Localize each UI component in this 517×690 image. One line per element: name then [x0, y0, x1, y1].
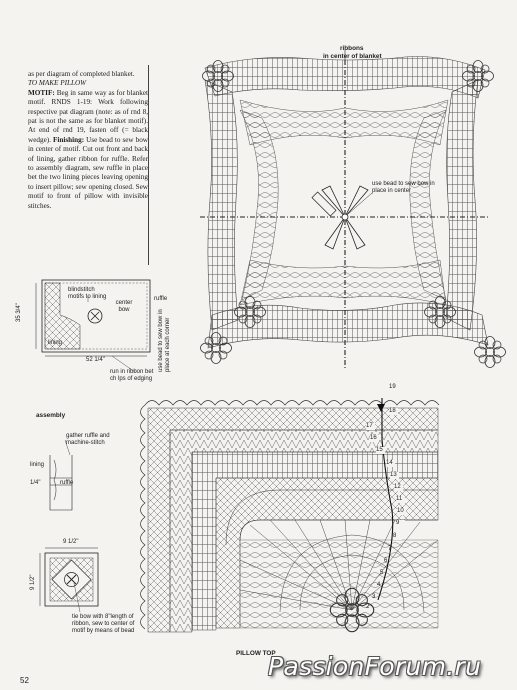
round-4: 4 — [377, 582, 381, 588]
round-5: 5 — [380, 570, 384, 576]
instructions-heading: TO MAKE PILLOW — [28, 79, 87, 88]
corner-bead-note: use bead to sew bow in place at each corner — [158, 309, 171, 372]
round-16: 16 — [370, 435, 377, 441]
page-number: 52 — [20, 676, 29, 685]
blindstitch-note: blindstitch motifs to lining — [68, 287, 107, 300]
round-2: 2 — [366, 604, 370, 610]
round-12: 12 — [394, 484, 401, 490]
lining-label: lining — [48, 340, 63, 346]
round-3: 3 — [372, 594, 376, 600]
instructions-intro: as per diagram of completed blanket. — [28, 70, 135, 78]
pillow-top-diagram — [141, 398, 440, 632]
round-7: 7 — [388, 546, 392, 552]
finishing-text: Use bead to sew bow in center of motif. Cut out front and back of lining, gather ribbon for ruffle. Refer to assembly diagram, sew ruffle in place bet the two lining pieces leaving opening to insert pillow; sew opening closed. Sew motif to front of pillow with invisible stitches. — [28, 135, 148, 210]
center-bow-label: center bow — [115, 300, 133, 313]
assembly-diagram — [50, 440, 72, 510]
motif-square-diagram — [40, 548, 98, 612]
round-13: 13 — [390, 472, 397, 478]
assembly-quarter-label: 1/4" — [30, 480, 41, 486]
pillow-top-title: PILLOW TOP — [236, 650, 276, 657]
ribbons-title: ribbons — [340, 45, 364, 52]
round-14: 14 — [386, 460, 393, 466]
assembly-ruffle-label: ruffle — [60, 480, 74, 486]
round-15: 15 — [376, 447, 383, 453]
round-19: 19 — [389, 384, 396, 390]
width-dimension: 52 1/4" — [86, 357, 105, 363]
motif-label: MOTIF: — [28, 88, 55, 97]
ribbon-edging-note: run in ribbon bet ch lps of edging — [110, 369, 154, 382]
gather-note: gather ruffle and machine-stitch — [66, 433, 110, 446]
blanket-bead-note: use bead to sew bow in place in center — [372, 181, 435, 194]
assembly-lining-label: lining — [30, 462, 45, 468]
height-dimension: 35 3/4" — [16, 303, 22, 322]
round-10: 10 — [397, 508, 404, 514]
round-18: 18 — [389, 408, 396, 414]
finishing-label: Finishing: — [52, 135, 85, 144]
site-watermark: PassionForum.ru — [268, 652, 482, 681]
blanket-diagram — [200, 50, 506, 368]
assembly-title: assembly — [36, 412, 66, 419]
round-8: 8 — [393, 533, 397, 539]
round-11: 11 — [396, 496, 403, 502]
round-17: 17 — [366, 423, 373, 429]
tie-bow-note: tie bow with 8"length of ribbon, sew to center of motif by means of bead — [72, 614, 135, 634]
motif-width-label: 9 1/2" — [63, 539, 79, 545]
motif-height-label: 9 1/2" — [30, 574, 36, 590]
round-6: 6 — [384, 558, 388, 564]
motif-text: Beg in same way as for blanket motif. RNDS 1-19: Work following respective pat diagram (note: as of rnd 8, pat is not the same as for blanket motif). At end of rnd 19, fasten off (= black wedge). — [28, 88, 149, 144]
ruffle-label: ruffle — [154, 296, 168, 302]
round-9: 9 — [396, 520, 400, 526]
ribbons-subtitle: in center of blanket — [323, 53, 382, 60]
